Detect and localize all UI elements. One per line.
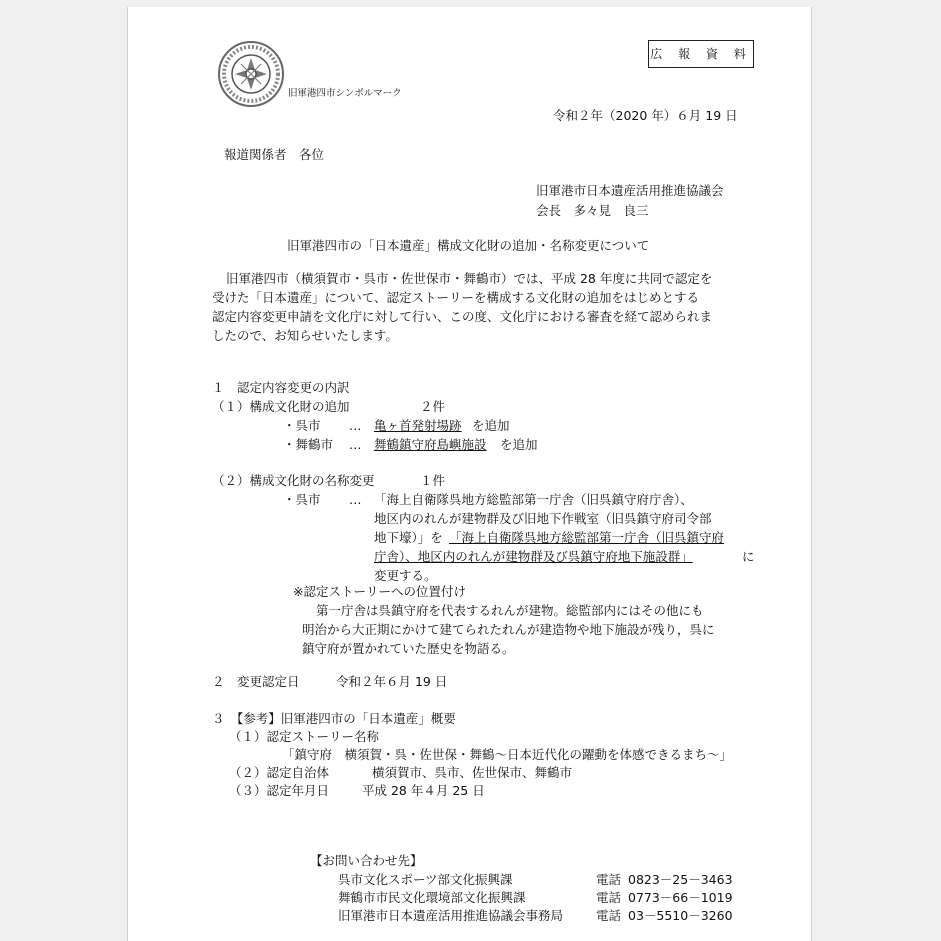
item-city: ・舞鶴市 bbox=[283, 437, 334, 452]
rename-new-name: 庁舎）、地区内のれんが建物群及び呉鎮守府地下施設群」 bbox=[374, 549, 693, 564]
subsection-rename-label: （２）構成文化財の名称変更 bbox=[212, 473, 375, 488]
intro-line: 旧軍港四市（横須賀市・呉市・佐世保市・舞鶴市）では、平成 28 年度に共同で認定を bbox=[226, 271, 713, 286]
rename-separator: … bbox=[349, 492, 362, 507]
section-1-heading: １ 認定内容変更の内訳 bbox=[212, 380, 350, 395]
item-separator: … bbox=[349, 418, 362, 433]
section-2-heading: ２ 変更認定日 bbox=[212, 674, 300, 689]
rename-conclusion: 変更する。 bbox=[374, 568, 437, 583]
issue-date: 令和２年（2020 年）６月 19 日 bbox=[553, 108, 738, 123]
rename-count: １件 bbox=[420, 473, 446, 488]
sender-organization: 旧軍港市日本遺産活用推進協議会 bbox=[536, 183, 724, 198]
contact-tel: 03－5510－3260 bbox=[628, 908, 733, 923]
contact-tel: 0823－25－3463 bbox=[628, 872, 733, 887]
story-position-text: 明治から大正期にかけて建てられたれんが建造物や地下施設が残り，呉に bbox=[302, 622, 715, 637]
section-3-heading: ３ 【参考】旧軍港四市の「日本遺産」概要 bbox=[212, 711, 456, 726]
added-asset-name: 亀ヶ首発射場跡 bbox=[374, 418, 462, 433]
intro-line: 認定内容変更申請を文化庁に対して行い、この度、文化庁における審査を経て認められま bbox=[212, 309, 713, 324]
contact-tel-label: 電話 bbox=[596, 872, 622, 887]
story-position-text: 鎮守府が置かれていた歴史を物語る。 bbox=[302, 641, 515, 656]
rename-particle: に bbox=[742, 549, 755, 564]
rename-old-name: 地区内のれんが建物群及び旧地下作戦室（旧呉鎮守府司令部 bbox=[374, 511, 712, 526]
rename-city: ・呉市 bbox=[283, 492, 321, 507]
story-position-heading: ※認定ストーリーへの位置付け bbox=[293, 584, 466, 599]
recognition-date-label: （３）認定年月日 bbox=[229, 783, 330, 798]
item-suffix: を追加 bbox=[500, 437, 538, 452]
contact-org: 呉市文化スポーツ部文化振興課 bbox=[338, 872, 513, 887]
contact-tel-label: 電話 bbox=[596, 890, 622, 905]
contact-org: 舞鶴市市民文化環境部文化振興課 bbox=[338, 890, 526, 905]
intro-line: したので、お知らせいたします。 bbox=[212, 328, 398, 343]
story-position-text: 第一庁舎は呉鎮守府を代表するれんが建物。総監部内にはその他にも bbox=[316, 603, 704, 618]
contact-org: 旧軍港市日本遺産活用推進協議会事務局 bbox=[338, 908, 564, 923]
sender-chair: 会長 多々見 良三 bbox=[536, 203, 649, 218]
press-release-badge: 広 報 資 料 bbox=[648, 40, 754, 68]
addition-count: ２件 bbox=[420, 399, 446, 414]
emblem-icon bbox=[217, 40, 285, 108]
emblem-caption: 旧軍港四市シンボルマーク bbox=[288, 88, 402, 99]
story-name-label: （１）認定ストーリー名称 bbox=[229, 729, 380, 744]
contact-tel-label: 電話 bbox=[596, 908, 622, 923]
municipalities-label: （２）認定自治体 bbox=[229, 765, 330, 780]
story-name-value: 「鎮守府 横須賀・呉・佐世保・舞鶴～日本近代化の躍動を体感できるまち～」 bbox=[282, 747, 733, 762]
municipalities-value: 横須賀市、呉市、佐世保市、舞鶴市 bbox=[372, 765, 573, 780]
contact-tel: 0773－66－1019 bbox=[628, 890, 733, 905]
subsection-addition-label: （１）構成文化財の追加 bbox=[212, 399, 350, 414]
document-title: 旧軍港四市の「日本遺産」構成文化財の追加・名称変更について bbox=[287, 238, 650, 253]
rename-old-name: 地下壕）」を bbox=[374, 530, 443, 545]
contact-heading: 【お問い合わせ先】 bbox=[310, 853, 423, 868]
item-separator: … bbox=[349, 437, 362, 452]
addressee: 報道関係者 各位 bbox=[224, 147, 325, 162]
added-asset-name: 舞鶴鎮守府島嶼施設 bbox=[374, 437, 487, 452]
rename-old-name: 「海上自衛隊呉地方総監部第一庁舎（旧呉鎮守府庁舎）、 bbox=[374, 492, 693, 507]
change-approval-date: 令和２年６月 19 日 bbox=[336, 674, 448, 689]
item-city: ・呉市 bbox=[283, 418, 321, 433]
recognition-date-value: 平成 28 年４月 25 日 bbox=[362, 783, 485, 798]
item-suffix: を追加 bbox=[472, 418, 510, 433]
intro-line: 受けた「日本遺産」について、認定ストーリーを構成する文化財の追加をはじめとする bbox=[212, 290, 700, 305]
rename-new-name: 「海上自衛隊呉地方総監部第一庁舎（旧呉鎮守府 bbox=[449, 530, 725, 545]
